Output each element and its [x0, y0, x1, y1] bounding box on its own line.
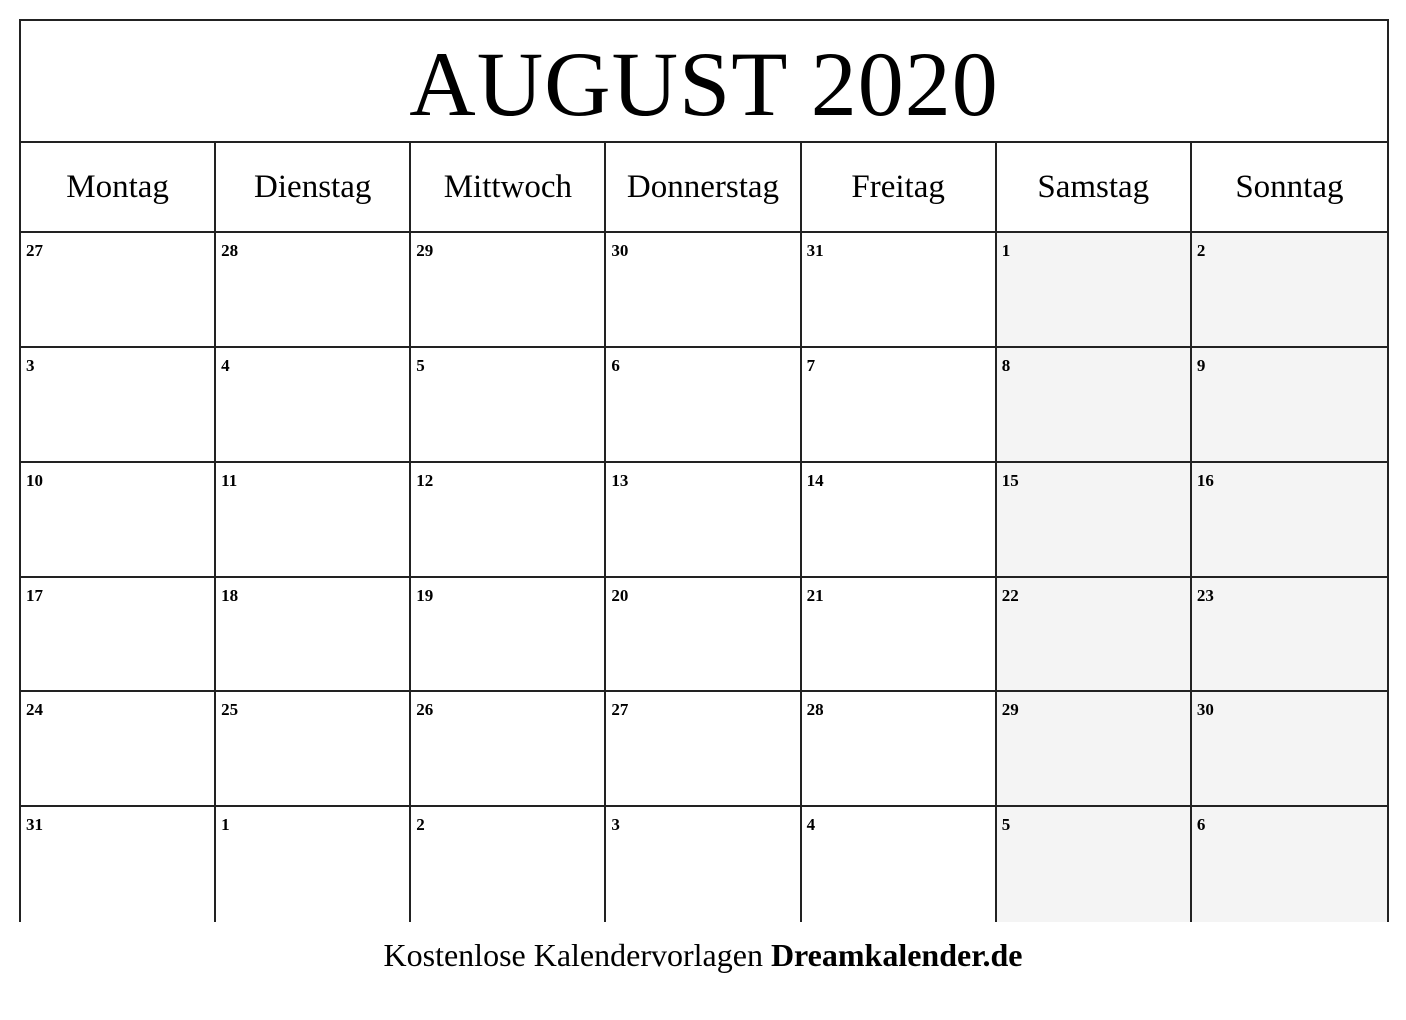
day-number: 30: [1196, 700, 1214, 720]
day-cell: [411, 463, 606, 578]
day-number: 27: [26, 241, 43, 260]
day-number: 8: [1001, 355, 1011, 375]
weekday-header: Samstag: [997, 143, 1192, 233]
day-cell: [997, 233, 1192, 348]
day-number: 29: [1001, 700, 1019, 720]
day-number: 5: [1001, 815, 1011, 835]
day-cell: [606, 463, 801, 578]
day-cell: [802, 578, 997, 693]
weekday-header: Dienstag: [216, 143, 411, 233]
day-cell: [216, 233, 411, 348]
footer-brand: Dreamkalender.de: [770, 937, 1023, 973]
title-bar: [21, 21, 1387, 143]
day-cell: [21, 807, 216, 922]
day-number: 5: [416, 355, 425, 375]
day-number: 26: [416, 700, 434, 720]
day-cell: [1192, 348, 1387, 463]
day-number: 20: [611, 585, 629, 605]
day-cell: [802, 233, 997, 348]
day-cell: [1192, 578, 1387, 693]
day-cell: [411, 807, 606, 922]
day-cell: [21, 233, 216, 348]
day-number: 27: [611, 700, 629, 720]
day-number: 13: [611, 470, 629, 490]
day-number: 2: [1196, 241, 1206, 260]
day-number: 16: [1196, 470, 1214, 490]
footer: [0, 937, 1406, 974]
day-number: 1: [221, 815, 230, 835]
day-cell: [1192, 807, 1387, 922]
day-number: 29: [416, 241, 434, 260]
day-cell: [21, 463, 216, 578]
day-cell: [216, 692, 411, 807]
day-cell: [997, 807, 1192, 922]
day-number: 7: [806, 355, 816, 375]
day-cell: [21, 578, 216, 693]
day-number: 18: [221, 585, 239, 605]
day-number: 28: [221, 241, 239, 260]
day-cell: [997, 578, 1192, 693]
calendar: [19, 19, 1389, 922]
weekday-header: Donnerstag: [606, 143, 801, 233]
day-cell: [997, 348, 1192, 463]
weekday-header: Montag: [21, 143, 216, 233]
day-number: 4: [806, 815, 816, 835]
day-cell: [411, 692, 606, 807]
weekday-header: Freitag: [802, 143, 997, 233]
weekday-header: Mittwoch: [411, 143, 606, 233]
day-cell: [802, 348, 997, 463]
day-number: 15: [1001, 470, 1019, 490]
day-cell: [21, 692, 216, 807]
day-number: 3: [611, 815, 620, 835]
day-cell: [997, 692, 1192, 807]
weekday-header: Sonntag: [1192, 143, 1387, 233]
day-cell: [1192, 463, 1387, 578]
day-cell: [216, 463, 411, 578]
day-cell: [21, 348, 216, 463]
day-number: 22: [1001, 585, 1019, 605]
calendar-title: AUGUST 2020: [409, 33, 999, 135]
day-number: 14: [806, 470, 824, 490]
day-number: 19: [416, 585, 434, 605]
day-number: 25: [221, 700, 239, 720]
day-cell: [606, 348, 801, 463]
day-number: 23: [1196, 585, 1214, 605]
day-cell: [411, 578, 606, 693]
day-number: 21: [806, 585, 824, 605]
day-number: 3: [26, 355, 35, 375]
day-cell: [606, 692, 801, 807]
day-number: 4: [221, 355, 230, 375]
day-cell: [411, 348, 606, 463]
day-number: 28: [806, 700, 824, 720]
day-cell: [802, 692, 997, 807]
day-cell: [216, 348, 411, 463]
day-cell: [802, 463, 997, 578]
day-cell: [216, 807, 411, 922]
day-number: 11: [221, 470, 238, 490]
day-number: 12: [416, 470, 434, 490]
day-number: 31: [26, 815, 43, 835]
day-number: 24: [26, 700, 43, 720]
day-cell: [802, 807, 997, 922]
day-cell: [606, 233, 801, 348]
day-number: 30: [611, 241, 629, 260]
day-number: 9: [1196, 355, 1206, 375]
day-cell: [997, 463, 1192, 578]
day-cell: [216, 578, 411, 693]
day-cell: [606, 807, 801, 922]
day-cell: [1192, 692, 1387, 807]
day-number: 1: [1001, 241, 1011, 260]
day-number: 31: [806, 241, 824, 260]
day-cell: [606, 578, 801, 693]
day-number: 6: [611, 355, 620, 375]
day-cell: [411, 233, 606, 348]
day-cell: [1192, 233, 1387, 348]
day-number: 17: [26, 585, 43, 605]
day-number: 6: [1196, 815, 1206, 835]
calendar-grid: [21, 143, 1387, 922]
day-number: 2: [416, 815, 425, 835]
footer-text: Kostenlose Kalendervorlagen: [383, 937, 763, 973]
day-number: 10: [26, 470, 43, 490]
